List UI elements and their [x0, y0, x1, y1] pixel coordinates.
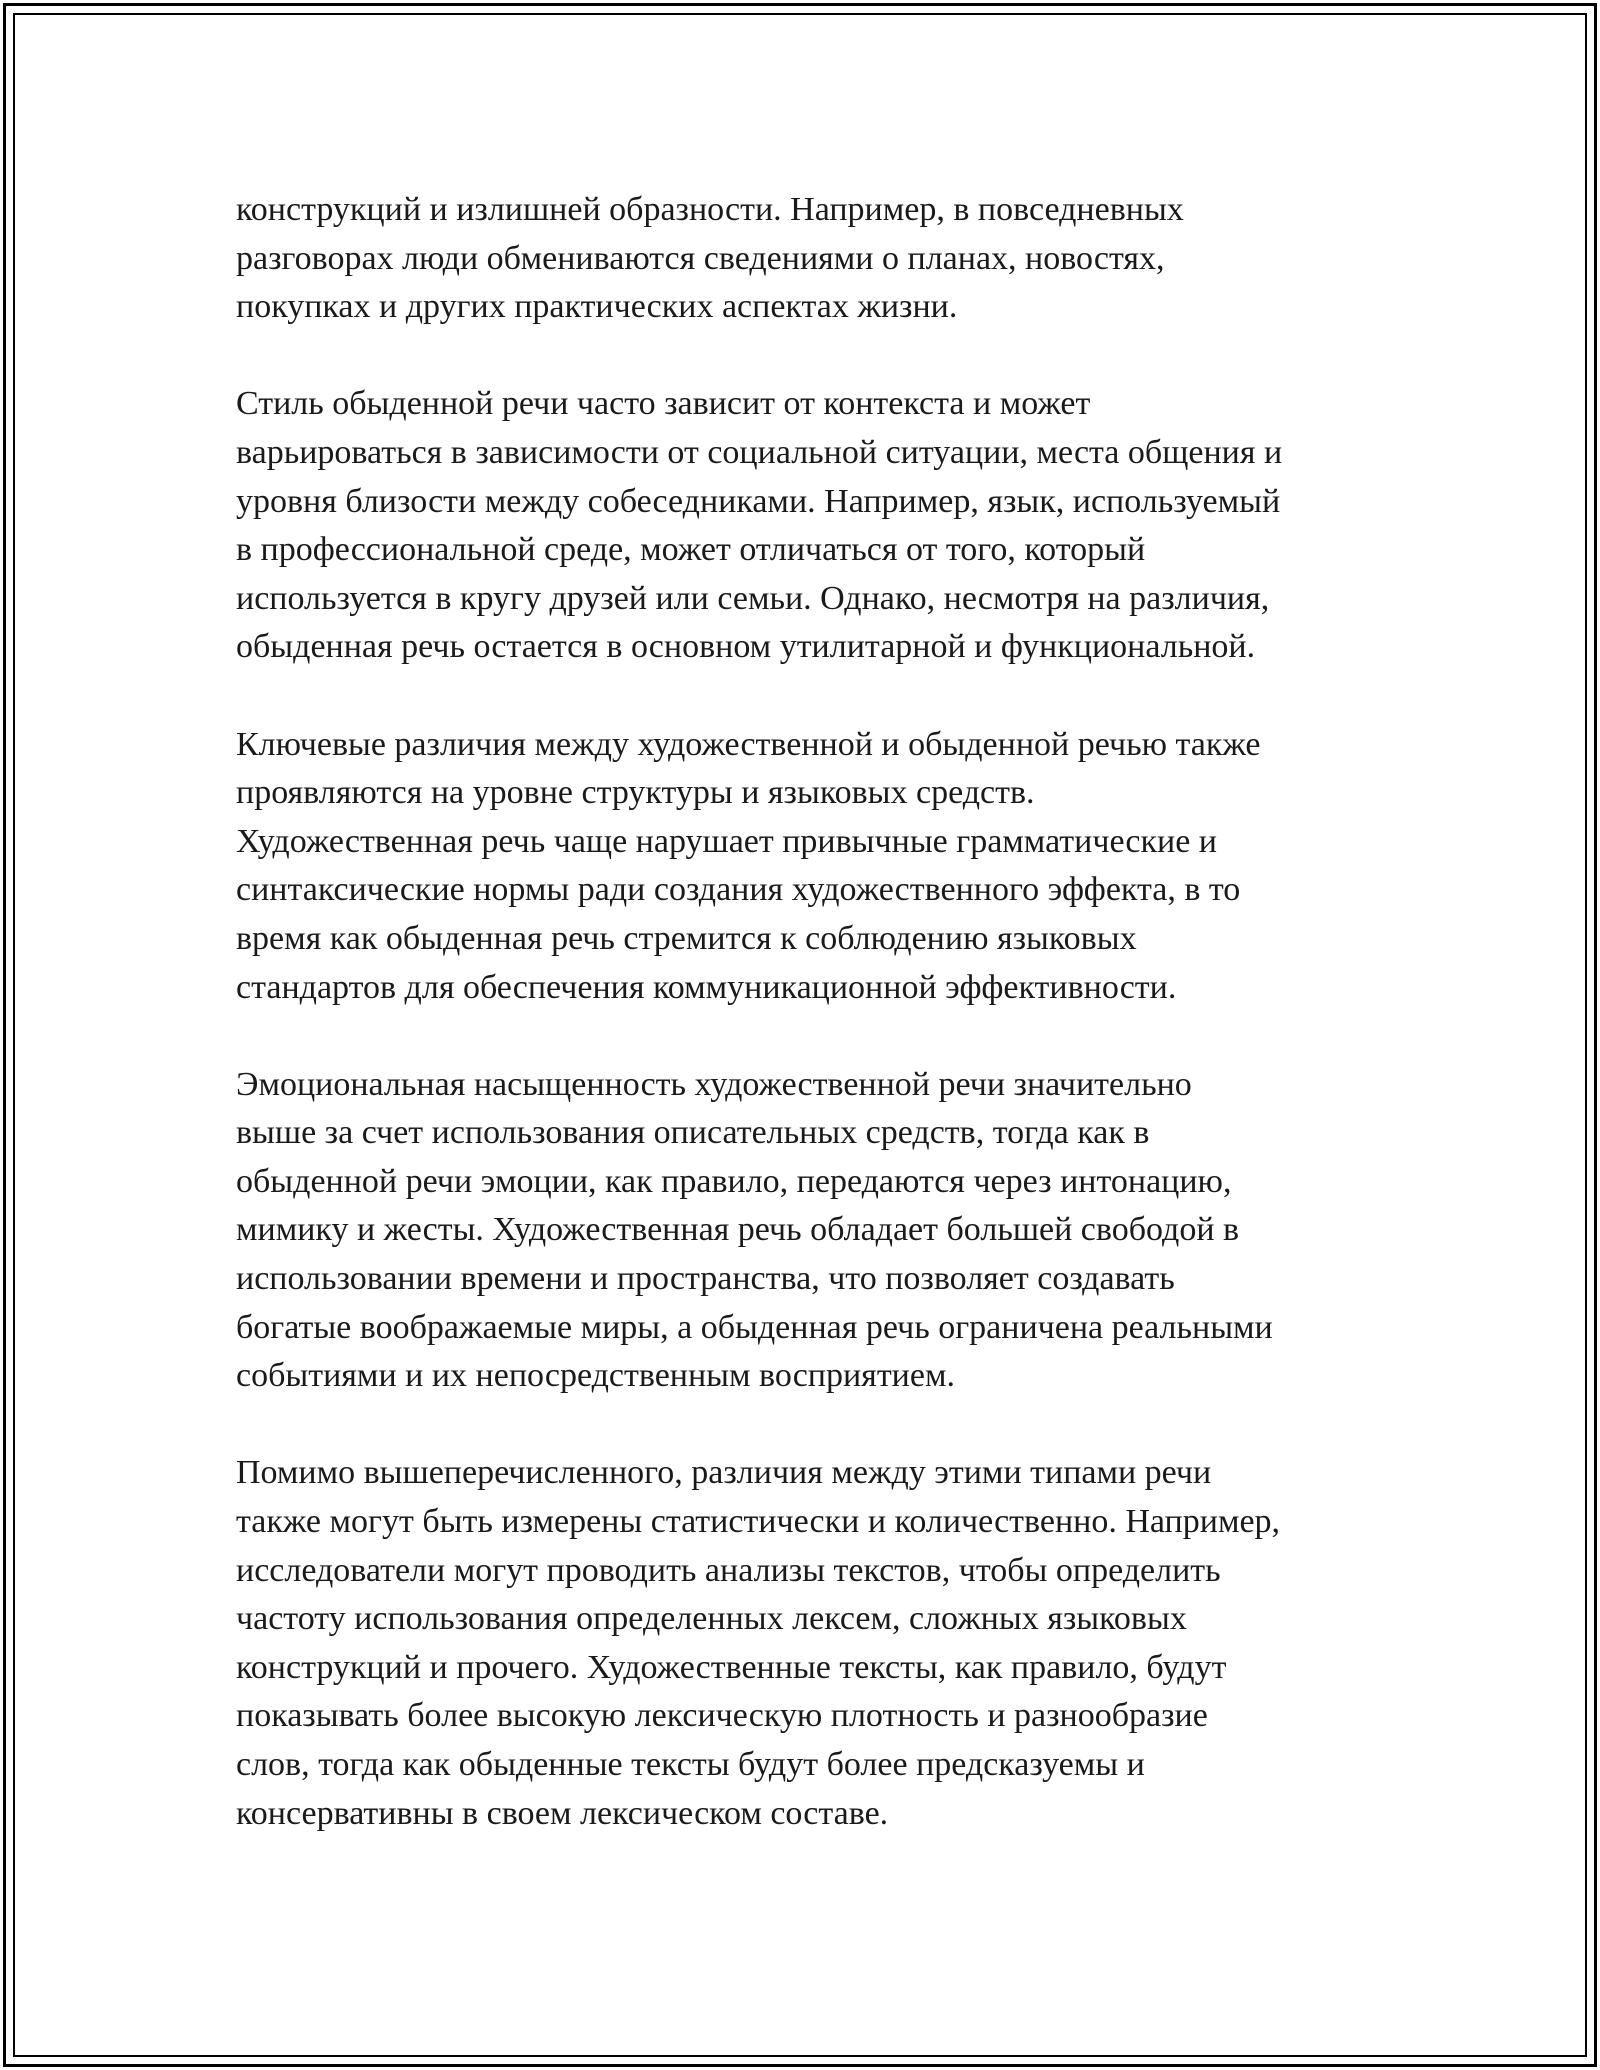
document-body	[236, 186, 1416, 1838]
text-line: Художественная речь чаще нарушает привычные грамматические и	[236, 822, 1217, 860]
text-line: уровня близости между собеседниками. Например, язык, используемый	[236, 482, 1281, 520]
text-line: выше за счет использования описательных средств, тогда как в	[236, 1114, 1150, 1152]
text-line: конструкций и прочего. Художественные тексты, как правило, будут	[236, 1648, 1227, 1686]
text-line: обыденная речь остается в основном утилитарной и функциональной.	[236, 628, 1256, 666]
text-line: время как обыденная речь стремится к соблюдению языковых	[236, 919, 1137, 957]
text-line: разговорах люди обмениваются сведениями о планах, новостях,	[236, 239, 1165, 277]
text-line: частоту использования определенных лексем, сложных языковых	[236, 1600, 1187, 1638]
text-line: исследователи могут проводить анализы текстов, чтобы определить	[236, 1551, 1221, 1589]
text-line: стандартов для обеспечения коммуникационной эффективности.	[236, 968, 1177, 1006]
text-line: покупках и других практических аспектах жизни.	[236, 288, 958, 326]
text-line: проявляются на уровне структуры и языковых средств.	[236, 774, 1035, 812]
text-line: Помимо вышеперечисленного, различия между этими типами речи	[236, 1454, 1212, 1492]
text-line: слов, тогда как обыденные тексты будут более предсказуемы и	[236, 1746, 1145, 1783]
paragraph-4	[236, 1061, 1416, 1401]
text-line: также могут быть измерены статистически и количественно. Например,	[236, 1503, 1281, 1541]
text-line: обыденной речи эмоции, как правило, передаются через интонацию,	[236, 1162, 1232, 1200]
paragraph-3	[236, 721, 1416, 1013]
text-line: Ключевые различия между художественной и обыденной речью также	[236, 725, 1261, 763]
paragraph-5	[236, 1449, 1416, 1838]
text-line: событиями и их непосредственным восприятием.	[236, 1357, 955, 1395]
text-line: Стиль обыденной речи часто зависит от контекста и может	[236, 385, 1091, 423]
text-line: используется в кругу друзей или семьи. Однако, несмотря на различия,	[236, 579, 1270, 617]
text-line: варьироваться в зависимости от социальной ситуации, места общения и	[236, 433, 1283, 471]
text-line: использовании времени и пространства, что позволяет создавать	[236, 1260, 1175, 1298]
text-line: синтаксические нормы ради создания художественного эффекта, в то	[236, 871, 1241, 909]
text-line: конструкций и излишней образности. Например, в повседневных	[236, 191, 1184, 228]
paragraph-2	[236, 380, 1416, 672]
text-line: богатые воображаемые миры, а обыденная речь ограничена реальными	[236, 1308, 1273, 1346]
text-line: мимику и жесты. Художественная речь обладает большей свободой в	[236, 1211, 1240, 1249]
paragraph-1	[236, 186, 1416, 332]
text-line: в профессиональной среде, может отличаться от того, который	[236, 531, 1146, 569]
text-line: консервативны в своем лексическом составе.	[236, 1794, 889, 1832]
text-line: показывать более высокую лексическую плотность и разнообразие	[236, 1697, 1208, 1735]
text-line: Эмоциональная насыщенность художественной речи значительно	[236, 1065, 1192, 1103]
